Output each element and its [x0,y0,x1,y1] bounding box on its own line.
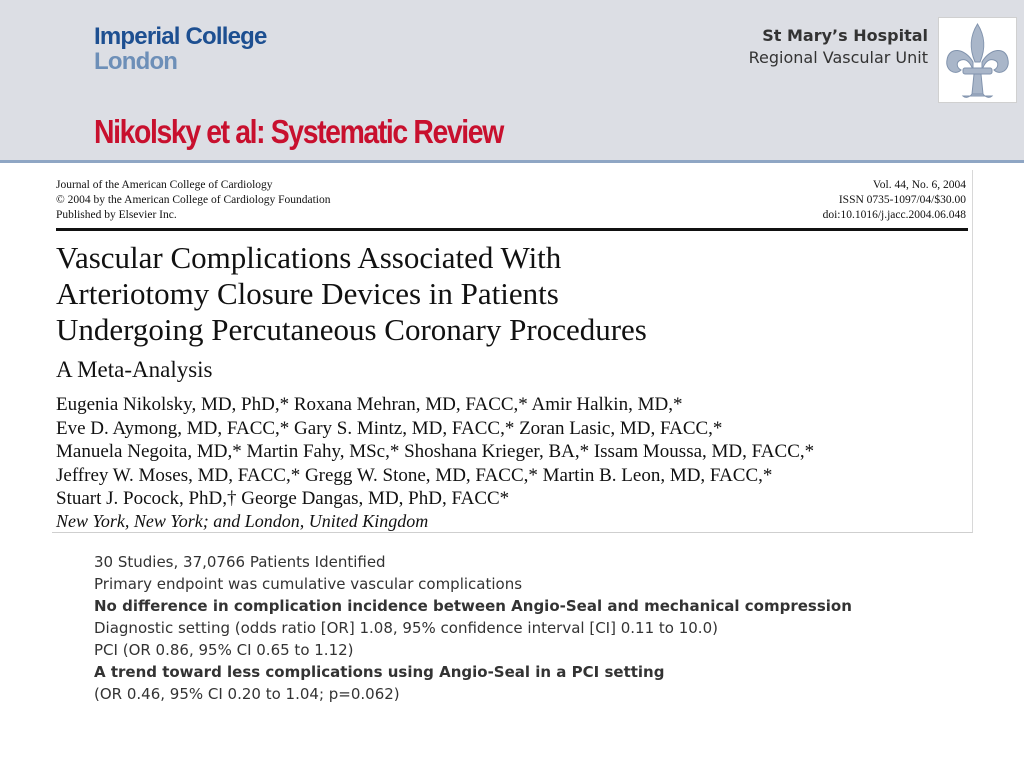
citation-line: ISSN 0735-1097/04/$30.00 [838,194,966,206]
finding-item: Diagnostic setting (odds ratio [OR] 1.08, 95% confidence interval [CI] 0.11 to 10.0) [94,619,718,637]
hospital-block [749,25,928,69]
logo-line-2: London [94,48,178,75]
article-affiliation: New York, New York; and London, United Kingdom [56,511,429,531]
author-line: Eugenia Nikolsky, MD, PhD,* Roxana Mehran, MD, FACC,* Amir Halkin, MD,* [56,394,683,415]
finding-item: (OR 0.46, 95% CI 0.20 to 1.04; p=0.062) [94,685,400,703]
hospital-name: St Mary’s Hospital [762,26,928,45]
fleur-de-lis-icon [938,17,1017,103]
journal-line: Journal of the American College of Cardiology [56,179,273,191]
unit-name: Regional Vascular Unit [748,48,928,67]
citation-line: Vol. 44, No. 6, 2004 [872,179,966,191]
imperial-college-logo [94,24,267,74]
author-line: Stuart J. Pocock, PhD,† George Dangas, MD, PhD, FACC* [56,488,510,509]
findings-list [94,553,854,707]
article-title-line: Arteriotomy Closure Devices in Patients [56,276,559,311]
finding-item: 30 Studies, 37,0766 Patients Identified [94,553,386,571]
logo-line-1: Imperial College [94,23,267,50]
article-title-line: Vascular Complications Associated With [56,240,562,275]
finding-item: Primary endpoint was cumulative vascular complications [94,575,523,593]
author-line: Jeffrey W. Moses, MD, FACC,* Gregg W. Stone, MD, FACC,* Martin B. Leon, MD, FACC,* [56,464,773,486]
author-line: Eve D. Aymong, MD, FACC,* Gary S. Mintz, MD, FACC,* Zoran Lasic, MD, FACC,* [56,417,723,439]
article-excerpt [52,170,973,533]
citation-line: doi:10.1016/j.jacc.2004.06.048 [822,209,966,221]
slide-header [0,0,1024,160]
journal-line: Published by Elsevier Inc. [56,209,177,221]
article-divider [56,228,968,231]
journal-info [56,178,330,223]
finding-item: No difference in complication incidence between Angio-Seal and mechanical compression [94,597,852,615]
finding-item: A trend toward less complications using Angio-Seal in a PCI setting [94,663,665,681]
citation-info [823,178,966,223]
author-line: Manuela Negoita, MD,* Martin Fahy, MSc,* Shoshana Krieger, BA,* Issam Moussa, MD, FACC,* [56,441,815,462]
journal-line: © 2004 by the American College of Cardiology Foundation [56,194,331,206]
slide-title: Nikolsky et al: Systematic Review [94,113,503,150]
article-authors [56,393,814,511]
finding-item: PCI (OR 0.86, 95% CI 0.65 to 1.12) [94,641,354,659]
article-title [56,240,647,348]
article-subtitle: A Meta-Analysis [56,357,213,382]
article-title-line: Undergoing Percutaneous Coronary Procedures [56,312,647,347]
header-divider [0,160,1024,163]
